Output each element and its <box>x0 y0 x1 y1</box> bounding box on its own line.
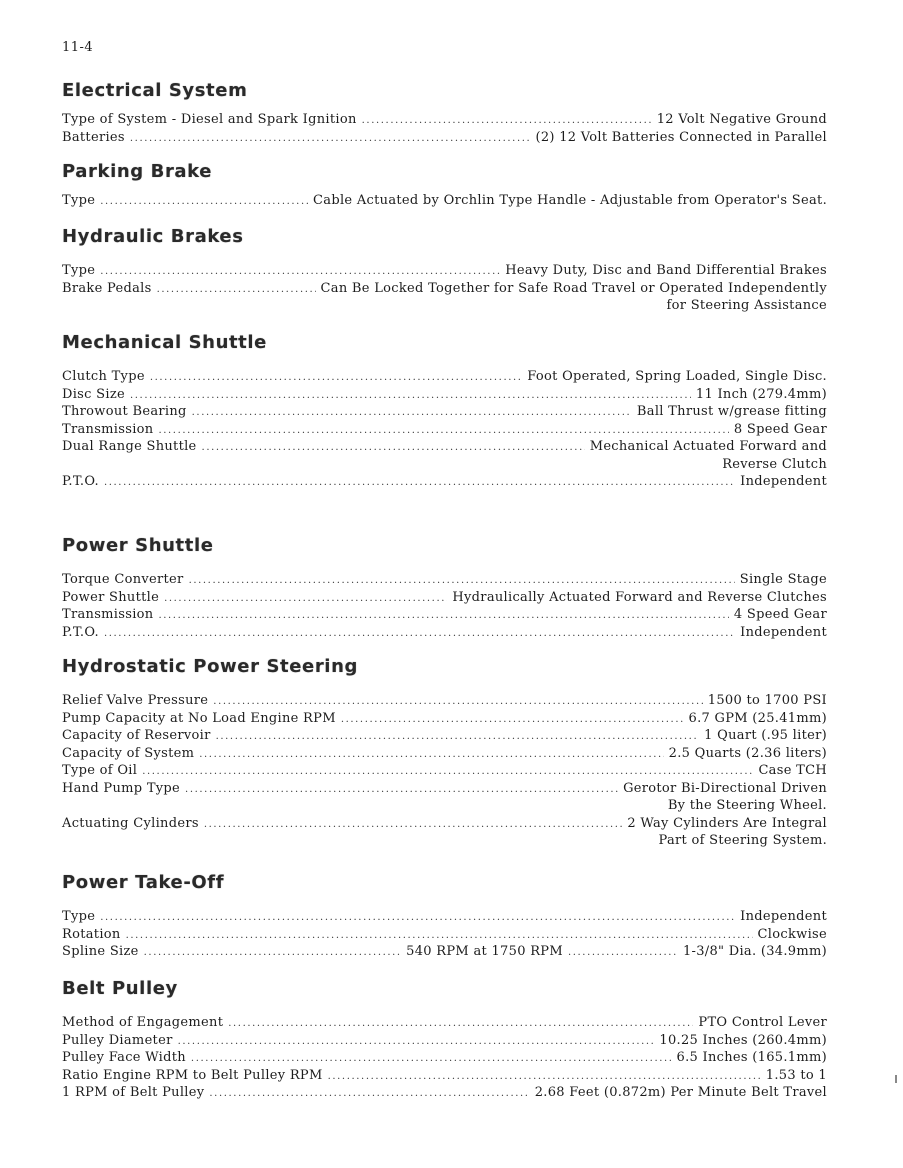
spec-label: Torque Converter <box>62 572 184 587</box>
spec-value: Foot Operated, Spring Loaded, Single Disc. <box>527 369 827 384</box>
spec-label: Type <box>62 193 96 208</box>
dot-leader <box>192 404 632 422</box>
dot-leader <box>130 387 691 405</box>
spec-value: 2 Way Cylinders Are Integral <box>627 815 827 831</box>
spec-row <box>62 368 827 386</box>
dot-leader <box>130 130 531 148</box>
spec-list <box>62 262 827 315</box>
section-hydraulic-brakes <box>62 226 827 315</box>
spec-row-spline-size <box>62 943 827 961</box>
dot-leader <box>100 909 735 927</box>
spec-label: Transmission <box>62 607 154 622</box>
section-hydrostatic-power-steering <box>62 656 827 850</box>
spec-value: 8 Speed Gear <box>733 421 827 437</box>
spec-label: P.T.O. <box>62 624 99 640</box>
dot-leader <box>228 1015 693 1033</box>
dot-leader <box>204 816 623 834</box>
spec-value: Gerotor Bi-Directional Driven <box>623 780 827 796</box>
dot-leader <box>568 944 678 962</box>
dot-leader <box>199 746 663 764</box>
dot-leader <box>104 474 735 492</box>
section-heading: Hydraulic Brakes <box>62 226 244 247</box>
spec-value: 1500 to 1700 PSI <box>707 693 827 708</box>
spec-label: Actuating Cylinders <box>62 815 199 831</box>
spec-row <box>62 438 827 456</box>
spec-value: Independent <box>740 474 827 489</box>
spec-value: Independent <box>740 624 827 640</box>
spec-value: 6.7 GPM (25.41mm) <box>688 710 827 726</box>
spec-label: Pump Capacity at No Load Engine RPM <box>62 710 336 726</box>
spec-value: Case TCH <box>758 763 827 778</box>
spec-row <box>62 403 827 421</box>
spec-label: Power Shuttle <box>62 589 160 605</box>
spec-label: 1 RPM of Belt Pulley <box>62 1085 205 1100</box>
dot-leader <box>328 1068 761 1086</box>
spec-label: Type of Oil <box>62 763 138 778</box>
spec-value: Clockwise <box>757 926 827 942</box>
spec-label: Ratio Engine RPM to Belt Pulley RPM <box>62 1067 323 1083</box>
spec-list <box>62 1014 827 1102</box>
section-heading: Mechanical Shuttle <box>62 332 267 353</box>
dot-leader <box>142 763 753 781</box>
spec-label: Type <box>62 909 96 924</box>
spec-label: Pulley Face Width <box>62 1050 186 1065</box>
spec-list <box>62 571 827 641</box>
dot-leader <box>100 263 500 281</box>
spec-value: 4 Speed Gear <box>733 607 827 622</box>
spec-value: 11 Inch (279.4mm) <box>695 386 827 402</box>
dot-leader <box>178 1033 655 1051</box>
spec-list <box>62 692 827 850</box>
spec-label: Spline Size <box>62 944 139 959</box>
section-power-shuttle <box>62 535 827 641</box>
spec-label: P.T.O. <box>62 474 99 489</box>
spec-value: Mechanical Actuated Forward and <box>589 439 827 454</box>
spec-row <box>62 192 827 210</box>
spec-row <box>62 815 827 833</box>
dot-leader <box>104 625 735 643</box>
spec-list <box>62 368 827 491</box>
spec-label: Pulley Diameter <box>62 1032 173 1048</box>
spec-row <box>62 624 827 642</box>
dot-leader <box>341 711 684 729</box>
page-number: 11-4 <box>62 40 94 55</box>
spec-row <box>62 280 827 298</box>
dot-leader <box>100 193 308 211</box>
spec-value: (2) 12 Volt Batteries Connected in Parallel <box>535 129 827 145</box>
spec-list <box>62 192 827 210</box>
spec-row <box>62 1014 827 1032</box>
dot-leader <box>189 572 735 590</box>
spec-label: Hand Pump Type <box>62 780 181 796</box>
spec-row <box>62 1049 827 1067</box>
spec-row <box>62 1084 827 1102</box>
dot-leader <box>158 607 728 625</box>
spec-row <box>62 745 827 763</box>
section-heading: Hydrostatic Power Steering <box>62 656 358 677</box>
spec-row <box>62 111 827 129</box>
spec-row <box>62 262 827 280</box>
spec-label: Batteries <box>62 129 125 145</box>
spec-label: Method of Engagement <box>62 1015 224 1030</box>
dot-leader <box>157 281 316 299</box>
spec-label: Dual Range Shuttle <box>62 439 197 454</box>
dot-leader <box>191 1050 672 1068</box>
section-parking-brake <box>62 161 827 210</box>
spec-row <box>62 589 827 607</box>
spec-value: Ball Thrust w/grease fitting <box>636 404 827 419</box>
spec-label: Disc Size <box>62 386 125 402</box>
spec-label: Type <box>62 263 96 278</box>
dot-leader <box>362 112 652 130</box>
dot-leader <box>216 728 700 746</box>
spec-value: 2.68 Feet (0.872m) Per Minute Belt Travel <box>534 1085 827 1100</box>
spec-row <box>62 1067 827 1085</box>
spec-row <box>62 780 827 798</box>
spec-row <box>62 692 827 710</box>
spec-value: 12 Volt Negative Ground <box>656 112 827 127</box>
spec-value: Cable Actuated by Orchlin Type Handle - Adjustable from Operator's Seat. <box>313 193 827 208</box>
dot-leader <box>150 369 522 387</box>
dot-leader <box>158 422 728 440</box>
spec-label: Brake Pedals <box>62 280 152 296</box>
spec-label: Rotation <box>62 926 121 942</box>
spec-row <box>62 571 827 589</box>
spec-list <box>62 908 827 961</box>
spec-label: Capacity of System <box>62 745 195 761</box>
spec-row <box>62 1032 827 1050</box>
spec-label: Relief Valve Pressure <box>62 693 209 708</box>
section-heading: Belt Pulley <box>62 978 178 999</box>
spec-value: Independent <box>740 909 827 924</box>
spec-value: 1.53 to 1 <box>765 1067 827 1083</box>
spec-value: 10.25 Inches (260.4mm) <box>659 1032 827 1048</box>
spec-value-middle: 540 RPM at 1750 RPM <box>406 944 563 959</box>
spec-row <box>62 386 827 404</box>
spec-label: Type of System - Diesel and Spark Ignition <box>62 112 357 127</box>
spec-value: PTO Control Lever <box>698 1015 827 1030</box>
spec-row <box>62 926 827 944</box>
spec-value-continuation: Reverse Clutch <box>722 456 827 472</box>
spec-row <box>62 908 827 926</box>
spec-value: Can Be Locked Together for Safe Road Travel or Operated Independently <box>320 280 827 296</box>
dot-leader <box>126 927 753 945</box>
dot-leader <box>164 590 447 608</box>
spec-row <box>62 762 827 780</box>
spec-value-continuation: for Steering Assistance <box>666 298 827 313</box>
spec-list <box>62 111 827 146</box>
spec-value: Heavy Duty, Disc and Band Differential Brakes <box>505 263 827 278</box>
dot-leader <box>213 693 702 711</box>
spec-value: 6.5 Inches (165.1mm) <box>676 1050 827 1065</box>
spec-value: Single Stage <box>739 572 827 587</box>
section-heading: Power Take-Off <box>62 872 225 893</box>
spec-value: 1 Quart (.95 liter) <box>704 728 827 743</box>
spec-row <box>62 727 827 745</box>
section-electrical-system <box>62 80 827 146</box>
spec-row <box>62 606 827 624</box>
dot-leader <box>209 1085 529 1103</box>
scan-edge-mark <box>895 1075 897 1083</box>
spec-label: Capacity of Reservoir <box>62 728 211 743</box>
spec-row <box>62 473 827 491</box>
spec-value-continuation: By the Steering Wheel. <box>667 798 827 813</box>
section-heading: Parking Brake <box>62 161 213 182</box>
section-heading: Power Shuttle <box>62 535 214 556</box>
spec-row <box>62 421 827 439</box>
section-heading: Electrical System <box>62 80 248 101</box>
spec-label: Transmission <box>62 421 154 437</box>
dot-leader <box>144 944 402 962</box>
spec-value-continuation: Part of Steering System. <box>658 833 827 848</box>
dot-leader <box>185 781 618 799</box>
spec-value: 2.5 Quarts (2.36 liters) <box>668 745 827 761</box>
section-mechanical-shuttle <box>62 332 827 491</box>
spec-value: 1-3/8" Dia. (34.9mm) <box>682 944 827 959</box>
spec-label: Clutch Type <box>62 369 145 384</box>
spec-row <box>62 710 827 728</box>
section-belt-pulley <box>62 978 827 1102</box>
spec-label: Throwout Bearing <box>62 404 187 419</box>
section-power-take-off <box>62 872 827 961</box>
spec-value: Hydraulically Actuated Forward and Reverse Clutches <box>452 589 827 605</box>
dot-leader <box>202 439 585 457</box>
spec-row <box>62 129 827 147</box>
